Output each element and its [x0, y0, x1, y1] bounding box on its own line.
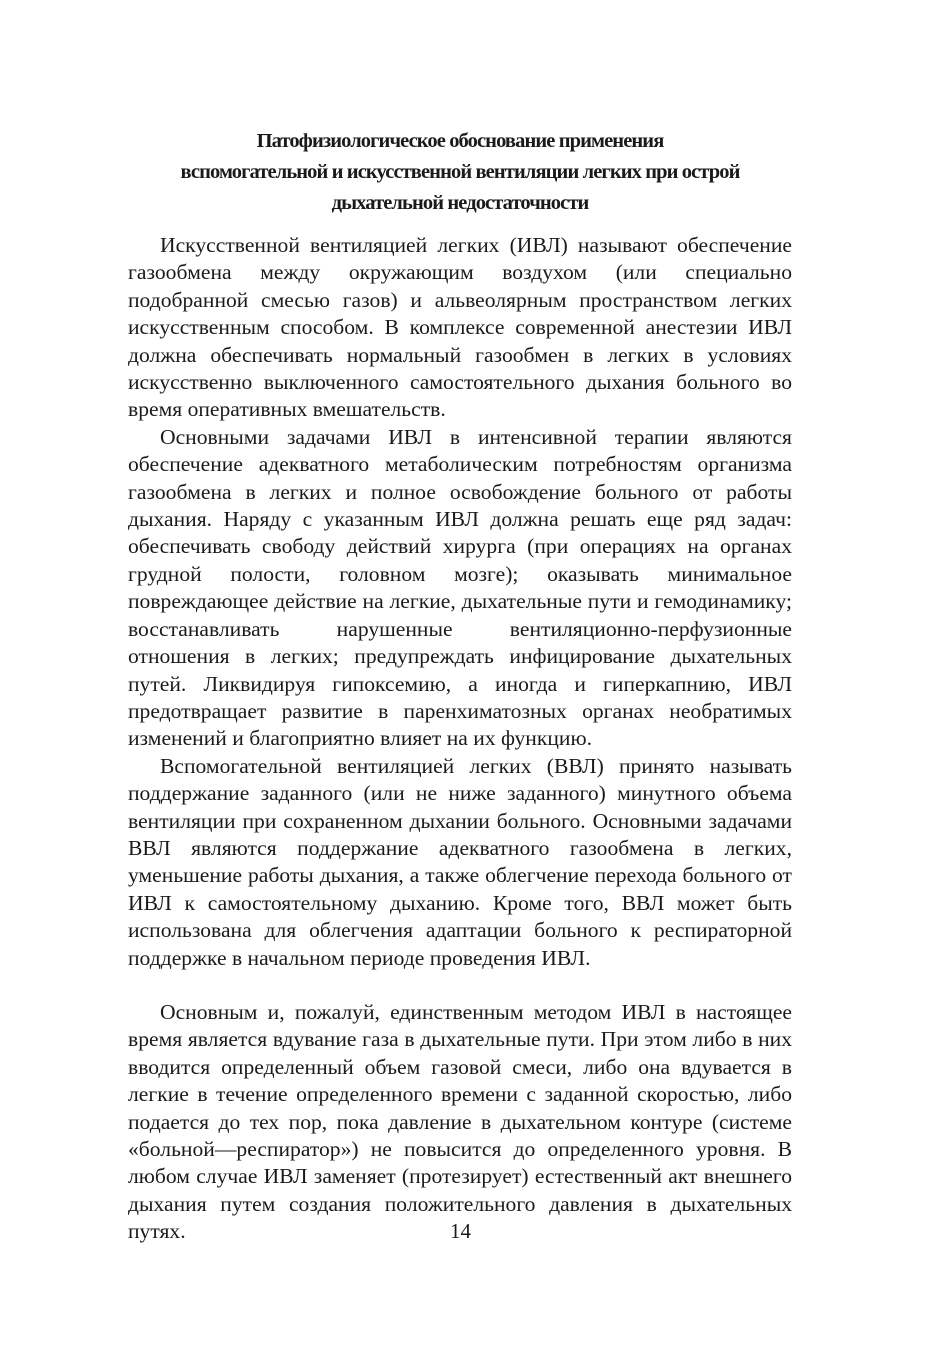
page-number: 14 [450, 1219, 471, 1243]
section-title [128, 126, 792, 219]
title-line-1: Патофизиологическое обоснование применения [256, 130, 664, 152]
paragraph-ivl-tasks: Основными задачами ИВЛ в интенсивной терапии являются обеспечение адекватного метаболическим потребностям организма газообмена в легких и полное освобождение больного от работы дыхания. Наряду с указанным ИВЛ должна решать еще ряд задач: обеспечивать свободу действий хирурга (при операциях на органах грудной полости, головном мозге); оказывать минимальное повреждающее действие на легкие, дыхательные пути и гемодинамику; восстанавливать нарушенные вентиляционно-перфузионные отношения в легких; предупреждать инфицирование дыхательных путей. Ликвидируя гипоксемию, а иногда и гиперкапнию, ИВЛ предотвращает развитие в паренхиматозных органах необратимых изменений и благоприятно влияет на их функцию. [128, 424, 792, 751]
paragraph-ivl-method: Основным и, пожалуй, единственным методом ИВЛ в настоящее время является вдувание газа в дыхательные пути. При этом либо в них вводится определенный объем газовой смеси, либо она вдувается в легкие в течение определенного времени с заданной скоростью, либо подается до тех пор, пока давление в дыхательном контуре (системе «больной—респиратор») не повысится до определенного уровня. В любом случае ИВЛ заменяет (протезирует) естественный акт внешнего дыхания путем создания положительного давления в дыхательных путях. [128, 999, 792, 1244]
title-line-2: вспомогательной и искусственной вентиляции легких при острой [180, 161, 740, 183]
paragraph-ivl-definition: Искусственной вентиляцией легких (ИВЛ) называют обеспечение газообмена между окружающим воздухом (или специально подобранной смесью газов) и альвеолярным пространством легких искусственным способом. В комплексе современной анестезии ИВЛ должна обеспечивать нормальный газообмен в легких в условиях искусственно выключенного самостоятельного дыхания больного во время оперативных вмешательств. [128, 233, 792, 422]
title-line-3: дыхательной недостаточности [331, 192, 589, 214]
body-text [128, 232, 792, 1246]
paragraph-vvl-definition: Вспомогательной вентиляцией легких (ВВЛ) принято называть поддержание заданного (или не ниже заданного) минутного объема вентиляции при сохраненном дыхании больного. Основными задачами ВВЛ являются поддержание адекватного газообмена в легких, уменьшение работы дыхания, а также облегчение перехода больного от ИВЛ к самостоятельному дыханию. Кроме того, ВВЛ может быть использована для облегчения адаптации больного к респираторной поддержке в начальном периоде проведения ИВЛ. [128, 753, 792, 970]
